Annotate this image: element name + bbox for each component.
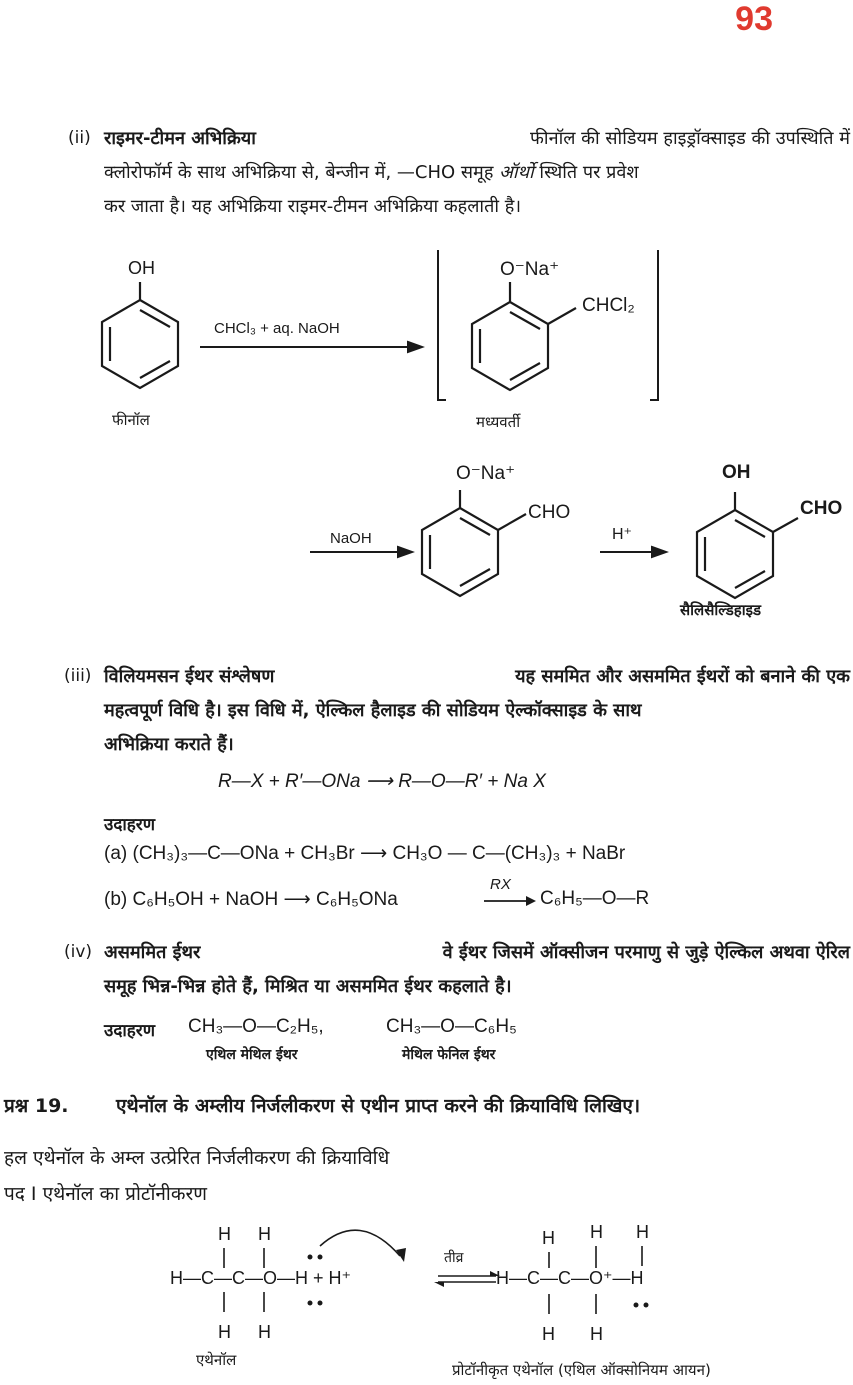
salicylate-ona: O⁻Na⁺ [456,463,516,484]
salicylate-cho: CHO [528,502,571,523]
intermediate-label: मध्यवर्ती [476,413,521,431]
solution-line1: हल एथेनॉल के अम्ल उत्प्रेरित निर्जलीकरण की क्रियाविधि [4,1147,390,1169]
item-iv-text [104,936,850,1004]
reagent-naoh: NaOH [330,530,372,547]
intermediate-chcl2: CHCl₂ [582,295,635,316]
equation-b-reagent: RX [490,876,511,893]
item-ii-line2b: ऑर्थो [499,162,534,183]
reactant-ethanol-plus-proton: H—C—C—O—H + H⁺ [170,1268,352,1288]
solution-line2: पद I एथेनॉल का प्रोटॉनीकरण [4,1183,207,1205]
item-iv-line1: वे ईथर जिसमें ऑक्सीजन परमाणु से जुड़े ऐल्किल अथवा ऐरिल [442,942,850,963]
salicylaldehyde-ring [697,492,798,598]
equation-a: (a) (CH₃)₃—C—ONa + CH₃Br ⟶ CH₃O — C—(CH₃)₃ + NaBr [104,843,626,864]
phenol-ring [102,282,178,388]
arrow-h [600,547,666,557]
example-ethyl-methyl-ether: CH₃—O—C₂H₅, [188,1016,324,1037]
arrow-naoh [310,547,412,557]
item-iii-line1: यह सममित और असममित ईथरों को बनाने की एक [515,666,850,687]
reagent-h-plus: H⁺ [612,526,632,543]
page-number: 93 [735,0,773,38]
phenol-oh: OH [128,258,155,278]
scheme2-structures [300,470,853,620]
salicylaldehyde-label: सैलिसैल्डिहाइड [680,601,761,619]
ethyl-methyl-ether-label: एथिल मेथिल ईथर [206,1047,298,1063]
intermediate-ona: O⁻Na⁺ [500,259,560,280]
salicylaldehyde-cho: CHO [800,498,843,519]
item-iii-line3: अभिक्रिया कराते हैं। [104,734,234,755]
svg-text:H: H [636,1222,649,1242]
question-label: प्रश्न 19. [4,1095,69,1117]
item-ii-line3: कर जाता है। यह अभिक्रिया राइमर-टीमन अभिक्रिया कहलाती है। [104,196,522,217]
phenol-label: फीनॉल [112,411,150,429]
item-iii-heading: विलियमसन ईथर संश्लेषण [104,666,275,687]
item-ii-text [104,122,850,224]
item-iii-line2: महत्वपूर्ण विधि है। इस विधि में, ऐल्किल हैलाइड की सोडियम ऐल्कॉक्साइड के साथ [104,700,642,721]
salicylaldehyde-oh: OH [722,462,751,483]
ethanol-label: एथेनॉल [196,1351,237,1369]
item-ii-marker: (ii) [68,128,91,148]
svg-text:H: H [542,1324,555,1344]
equation-b-arrow [482,894,538,908]
protonated-ethanol-label: प्रोटॉनीकृत एथेनॉल (एथिल ऑक्सोनियम आयन) [452,1361,711,1379]
condition-fast: तीव्र [444,1250,464,1266]
item-iv-heading: असममित ईथर [104,942,201,963]
example-methyl-phenyl-ether: CH₃—O—C₆H₅ [386,1016,517,1037]
item-iii-example-heading: उदाहरण [104,815,156,835]
item-ii-line2a: क्लोरोफॉर्म के साथ अभिक्रिया से, बेन्जीन में, —CHO समूह [104,162,500,183]
svg-text:H: H [218,1322,231,1342]
svg-text:H: H [258,1322,271,1342]
item-iv-marker: (iv) [64,942,93,962]
svg-text:H: H [218,1224,231,1244]
svg-text:H: H [590,1222,603,1242]
intermediate-ring [472,282,576,390]
equation-b-left: (b) C₆H₅OH + NaOH ⟶ C₆H₅ONa [104,889,398,910]
item-iii-text [104,660,850,762]
scheme3-structures [160,1210,760,1380]
item-ii-line1: फीनॉल की सोडियम हाइड्रॉक्साइड की उपस्थिति में [530,128,850,149]
item-ii-line2c: स्थिति पर प्रवेश [533,162,639,183]
item-iv-example-heading: उदाहरण [104,1021,156,1041]
scheme1-structures [90,250,690,450]
svg-text:H: H [542,1228,555,1248]
methyl-phenyl-ether-label: मेथिल फेनिल ईथर [402,1047,496,1063]
item-iii-marker: (iii) [64,666,92,686]
question-text: एथेनॉल के अम्लीय निर्जलीकरण से एथीन प्राप्त करने की क्रियाविधि लिखिए। [116,1095,641,1117]
item-ii-heading: राइमर-टीमन अभिक्रिया [104,128,256,149]
salicylate-ring [422,490,526,596]
williamson-general-equation: R—X + R′—ONa ⟶ R—O—R′ + Na X [218,771,546,792]
equation-b-right: C₆H₅—O—R [540,888,650,909]
item-iv-line2: समूह भिन्न-भिन्न होते हैं, मिश्रित या असममित ईथर कहलाते है। [104,976,512,997]
product-protonated-ethanol: H—C—C—O⁺—H [496,1268,644,1288]
svg-text:H: H [590,1324,603,1344]
reagent-chcl3-naoh: CHCl₃ + aq. NaOH [214,320,340,337]
arrow1 [200,342,422,352]
svg-text:H: H [258,1224,271,1244]
